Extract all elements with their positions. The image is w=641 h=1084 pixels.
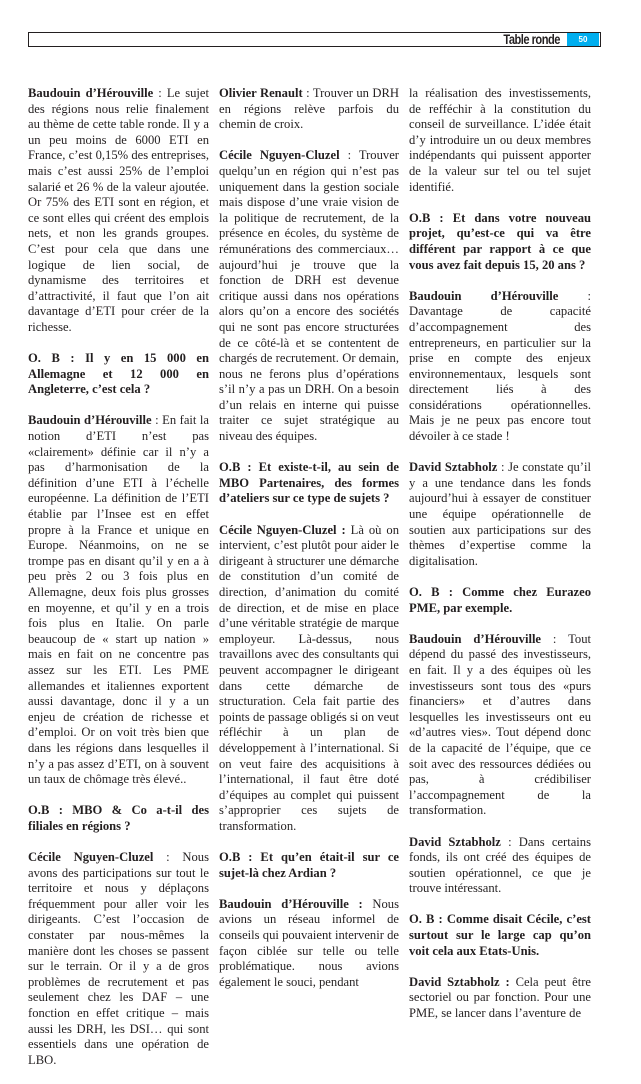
speaker-separator: : [339, 148, 359, 163]
speaker-name: Cécile Nguyen-Cluzel [28, 850, 154, 865]
speaker-name: David Sztabholz [409, 834, 501, 849]
speaker-answer [28, 86, 209, 336]
answer-text: Là où on intervient, c’est plutôt pour aider le dirigeant à structurer une démarche de constitution d’un comité de direction, d’animation du comité de direction, et de mise en place d’une véritable stratégie de marque employeur. Là-dessus, nous travaillons avec des consultants qui peuvent accompagner le dirigeant dans cette démarche de structuration. Cela fait partie des points de passage obligés si on veut réfléchir à un plan de développement à l’international. Si on veut faire des acquisitions à l’international, il faut être doté d’équipes au complet qui puissent s’approprier ces sujets de transformation. [219, 522, 400, 833]
speaker-separator: : [500, 834, 519, 849]
speaker-name: Cécile Nguyen-Cluzel : [219, 522, 346, 537]
interviewer-question: O.B : Et dans votre nouveau projet, qu’est-ce qui va être différent par rapport à ce que vous avez fait depuis 15, 20 ans ? [409, 210, 591, 272]
answer-text: Tout dépend du passé des investisseurs, en fait. Il y a des équipes où les investisseurs sont tous des «purs financiers» et d’autres dans lesquelles les investisseurs ont eu «d’autres vies». Tout dépend donc de la capacité de l’équipe, que ce soit avec des ressources dédiées ou pas, à crédibiliser l’accompagnement de la transformation. [409, 631, 591, 818]
speaker-answer [28, 413, 209, 787]
answer-text: Trouver quelqu’un en région qui n’est pas uniquement dans la gestion sociale mais dispose d’une vraie vision de la politique de recrutement, de la présence en écoles, du système de rémunérations des commerciaux… aujourd’hui je trouve que la fonction de DRH est devenue critique aussi dans nos opérations alors qu’on a encore des sociétés qui ne sont pas encore structurées de ce côté-là et se contentent de chargés de recrutement. Or demain, nous ne ferons plus d’opérations s’il n’y a pas un DRH. On a besoin d’un relais en interne qui puisse traiter ce sujet stratégique au niveau des équipes. [219, 148, 399, 444]
answer-text: Je constate qu’il y a une tendance dans les fonds aujourd’hui à essayer de constituer une équipe opérationnelle de soutien aux participations sur des thèmes d’expertise comme la digitalisation. [409, 460, 591, 568]
answer-text: En fait la notion d’ETI n’est pas «clairement» définie car il n’y a pas d’harmonisation de la définition d’une ETI à l’échelle européenne. La définition de l’ETI établie par l’Insee est en effet propre à la France et unique en Europe. Néanmoins, on ne se trompe pas en disant qu’il y en a à peu près 2 ou 3 fois plus en Allemagne, deux fois plus grosses en moyenne, et qu’il y en a trois fois plus en Italie. On parle beaucoup de « start up nation » mais en fait on ne concentre pas assez sur les ETI. Les PME allemandes et italiennes exportent aussi davantage, donc il y a un enjeu de création de richesse et d’emploi. Or on voit très bien que dans les régions dans lesquelles il n’y a pas assez d’ETI, on à souvent un taux de chômage très élevé.. [28, 413, 209, 787]
answer-text: Le sujet des régions nous relie finalement au thème de cette table ronde. Il y a un peu moins de 6000 ETI en France, c’est 0,15% des entreprises, mais c’est aussi 25% de l’emploi salarié et 26 % de la valeur ajoutée. Or 75% des ETI sont en région, et ce sont elles qui créent des emplois nets, et non les grands groupes. C’est pour cela que dans une logique de lien social, de dynamisme des territoires et d’attractivité, il faut que l’on ait davantage d’ETI pour créer de la richesse. [28, 86, 209, 334]
interviewer-question: O. B : Il y en 15 000 en Allemagne et 12 000 en Angleterre, c’est cela ? [28, 351, 209, 397]
speaker-answer [219, 86, 399, 133]
speaker-name: David Sztabholz : [409, 974, 510, 989]
answer-text: Cela peut être sectoriel ou par fonction. Pour une PME, se lancer dans l’aventure de [409, 974, 591, 1021]
speaker-name: David Sztabholz [409, 460, 498, 475]
speaker-separator: : [153, 86, 167, 100]
speaker-separator: : [497, 460, 509, 475]
speaker-separator [363, 897, 373, 911]
speaker-name: Olivier Renault [219, 86, 303, 100]
answer-continuation: la réalisation des investissements, de refféchir à la constitution du conseil de surveillance. L’idée était d’y introduire un ou deux membres indépendants qui puissent apporter de la valeur sur tel ou tel sujet identifié. [409, 86, 591, 194]
speaker-separator: : [558, 288, 591, 303]
speaker-answer [409, 632, 591, 819]
answer-text: Nous avions un réseau informel de conseils qui pouvaient intervenir de façon ciblée sur telle ou telle problématique. nous avions également le souci, pendant [219, 896, 399, 989]
speaker-answer [28, 850, 209, 1068]
answer-text: Trouver un DRH en régions relève parfois du chemin de croix. [219, 86, 400, 132]
speaker-answer [409, 835, 591, 897]
speaker-name: Baudouin d’Hérouville [409, 631, 542, 646]
speaker-answer [219, 523, 399, 835]
answer-text: Dans certains fonds, ils ont créé des équipes de soutien opérationnel, ce que je trouve intéressant. [409, 834, 591, 896]
speaker-answer [219, 148, 399, 444]
section-title: Table ronde [503, 32, 560, 47]
speaker-answer [409, 460, 591, 569]
speaker-name: Cécile Nguyen-Cluzel [219, 148, 340, 163]
interviewer-question: O.B : Et qu’en était-il sur ce sujet-là chez Ardian ? [219, 850, 399, 880]
speaker-name: Baudouin d’Hérouville [28, 86, 154, 100]
interviewer-question: O. B : Comme disait Cécile, c’est surtout sur le large cap qu’on voit cela aux Etats-Unis. [409, 912, 591, 958]
speaker-answer [409, 289, 591, 445]
speaker-separator: : [541, 631, 569, 646]
interviewer-question: O.B : MBO & Co a-t-il des filiales en régions ? [28, 803, 209, 833]
speaker-name: Baudouin d’Hérouville [409, 288, 559, 303]
speaker-answer [219, 897, 399, 991]
speaker-separator: : [151, 413, 163, 428]
speaker-separator: : [153, 850, 183, 865]
text-column-2 [219, 86, 399, 1006]
interviewer-question: O. B : Comme chez Eurazeo PME, par exemple. [409, 585, 591, 615]
running-header [28, 32, 601, 47]
answer-text: Nous avons des participations sur tout le territoire et nous y déplaçons fréquemment pour aller voir les dirigeants. C’est l’occasion de constater par nous-mêmes la manière dont les choses se passent sur le terrain. Or il y a de gros problèmes de recrutement et pas seulement chez les DAF – une fonction en effet critique – mais aussi les DRH, les DSI… qui sont essentiels dans une opération de LBO. [28, 850, 209, 1067]
speaker-name: Baudouin d’Hérouville [28, 413, 152, 428]
text-column-1 [28, 86, 209, 1084]
answer-text: Davantage de capacité d’accompagnement des entrepreneurs, en particulier sur la prise en compte des enjeux environnementaux, lesquels sont directement liés à des considérations opérationnelles. Mais je ne peux pas encore tout dévoiler à ce stade ! [409, 304, 591, 444]
text-column-3 [409, 86, 591, 1037]
speaker-name: Baudouin d’Hérouville : [219, 896, 363, 911]
interviewer-question: O.B : Et existe-t-il, au sein de MBO Partenaires, des formes d’ateliers sur ce type de sujets ? [219, 460, 399, 506]
speaker-answer [409, 975, 591, 1022]
page-number-badge: 50 [567, 33, 599, 46]
speaker-separator: : [302, 86, 313, 100]
